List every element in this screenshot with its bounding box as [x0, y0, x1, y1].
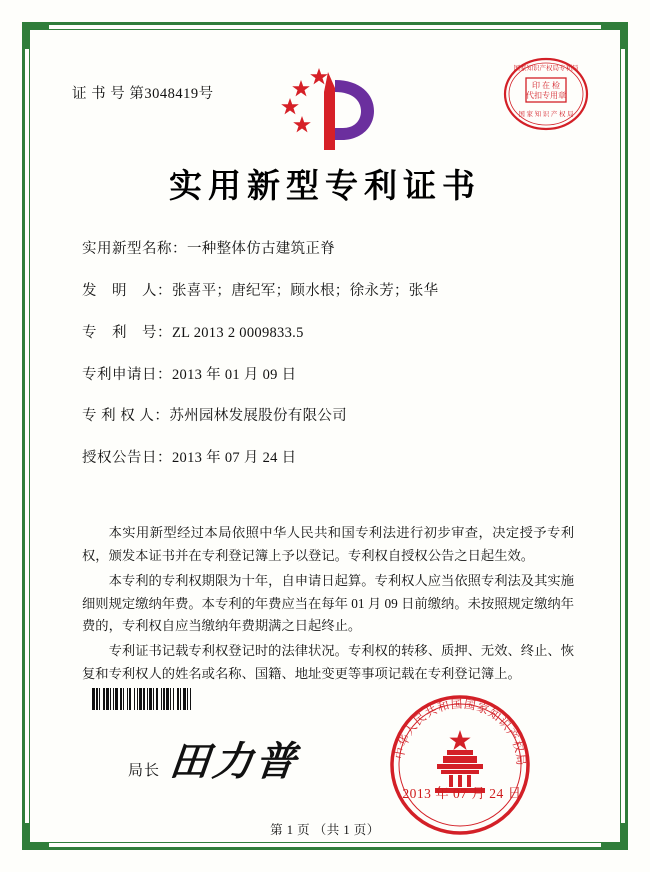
patent-barcode	[92, 688, 252, 710]
official-round-red-seal	[385, 690, 535, 840]
page-number: 第 1 页 （共 1 页）	[270, 823, 380, 837]
body-paragraph-3: 专利证书记载专利权登记时的法律状况。专利权的转移、质押、无效、终止、恢复和专利权人的姓名或名称、国籍、地址变更等事项记载在专利登记簿上。	[82, 643, 574, 682]
field-label: 专 利 号：	[82, 324, 172, 341]
field-value: 苏州园林发展股份有限公司	[169, 408, 347, 425]
patent-office-logo-icon	[272, 58, 382, 153]
field-row-patentee	[82, 407, 582, 426]
svg-text:国家知识产权局专利局: 国家知识产权局专利局	[513, 65, 579, 72]
svg-text:代扣专用章: 代扣专用章	[526, 91, 566, 100]
body-paragraph-2: 本专利的专利权期限为十年，自申请日起算。专利权人应当依照专利法及其实施细则规定缴纳年费。本专利的年费应当在每年 01 月 09 日前缴纳。未按照规定缴纳年费的，专利权自应当缴纳年费期满之日起终止。	[82, 572, 574, 634]
page-title: 实用新型专利证书	[169, 169, 481, 205]
certificate-content	[40, 40, 610, 837]
field-label: 发 明 人：	[82, 282, 172, 299]
field-row-grant-date	[82, 449, 582, 468]
body-paragraph-1: 本实用新型经过本局依照中华人民共和国专利法进行初步审查，决定授予专利权，颁发本证书并在专利登记簿上予以登记。专利权自授权公告之日起生效。	[82, 525, 574, 563]
signature-row	[128, 730, 302, 787]
field-value: 一种整体仿古建筑正脊	[187, 241, 335, 257]
field-label: 专利申请日：	[82, 366, 172, 383]
field-value: ZL 2013 2 0009833.5	[172, 324, 304, 341]
seal-date: 2013 年 07 月 24 日	[402, 786, 522, 801]
field-label: 实用新型名称：	[82, 241, 187, 257]
svg-text:国 家 知 识 产 权 局: 国 家 知 识 产 权 局	[518, 111, 574, 118]
svg-text:中华人民共和国国家知识产权局: 中华人民共和国国家知识产权局	[394, 698, 527, 767]
certificate-body-text	[82, 522, 574, 688]
field-value: 张喜平；唐纪军；顾水根；徐永芳；张华	[172, 282, 439, 299]
svg-text:印 在 检: 印 在 检	[532, 81, 560, 90]
field-value: 2013 年 01 月 09 日	[172, 366, 297, 383]
field-row-name	[82, 240, 582, 259]
field-row-application-date	[82, 366, 582, 385]
field-label: 专 利 权 人：	[82, 408, 170, 425]
field-row-inventors	[82, 282, 582, 301]
signature-handwriting: 田力普	[167, 738, 302, 785]
certificate-fields	[82, 240, 582, 491]
barcode-bar	[191, 688, 192, 710]
field-label: 授权公告日：	[82, 450, 172, 467]
signature-label: 局长	[128, 763, 161, 779]
certificate-number: 证 书 号 第3048419号	[72, 86, 214, 102]
field-row-patent-number	[82, 324, 582, 343]
field-value: 2013 年 07 月 24 日	[172, 450, 297, 467]
top-right-red-seal	[500, 48, 592, 140]
